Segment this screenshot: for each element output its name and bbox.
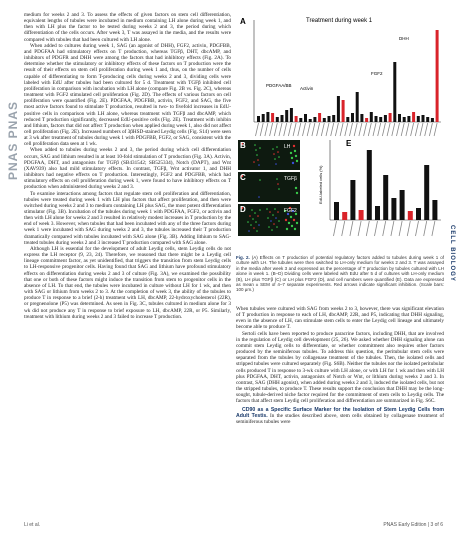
tick-label-stub bbox=[342, 221, 345, 236]
bar bbox=[383, 175, 388, 220]
tick-label-stub bbox=[256, 123, 259, 136]
bar bbox=[375, 116, 378, 122]
bar bbox=[417, 116, 420, 122]
tick-label-stub bbox=[415, 123, 418, 136]
stained-cell bbox=[268, 226, 270, 228]
bar bbox=[295, 116, 298, 122]
stained-cell bbox=[293, 219, 295, 221]
stained-cell bbox=[285, 219, 287, 221]
annotation-pdgf: PDGFAA/BB bbox=[266, 83, 292, 88]
stained-cell bbox=[258, 224, 260, 226]
bar bbox=[432, 200, 437, 220]
stained-cell bbox=[292, 162, 294, 164]
annotation-fgf2: FGF2 bbox=[371, 71, 383, 76]
stained-cell bbox=[256, 154, 258, 156]
bar bbox=[342, 212, 347, 220]
bar bbox=[416, 208, 421, 220]
figure-2-graphic bbox=[236, 12, 444, 242]
tick-label-stub bbox=[293, 123, 296, 136]
stained-cell bbox=[286, 228, 288, 230]
tick-label-stub bbox=[326, 123, 329, 136]
stained-cell bbox=[250, 224, 252, 226]
bar bbox=[422, 115, 425, 122]
tick-label-stub bbox=[317, 123, 320, 136]
section-heading: CD90 as a Specific Surface Marker for the Isolation of Stem Leydig Cells from Adult Testis. bbox=[236, 406, 444, 419]
panel-e-ylabel: EdU-labeled cells (%) bbox=[318, 165, 323, 204]
stained-cell bbox=[296, 160, 298, 162]
tick-label-stub bbox=[350, 221, 353, 236]
tick-label-stub bbox=[416, 221, 419, 236]
panel-label-a: A bbox=[240, 17, 246, 26]
stained-cell bbox=[291, 225, 293, 227]
stained-cell bbox=[295, 155, 297, 157]
stained-cell bbox=[271, 229, 273, 231]
tick-label-stub bbox=[378, 123, 381, 136]
stained-cell bbox=[288, 222, 290, 224]
bar bbox=[360, 114, 363, 122]
tick-label-stub bbox=[383, 221, 386, 236]
tick-label-stub bbox=[425, 123, 428, 136]
stained-cell bbox=[291, 157, 293, 159]
stained-cell bbox=[295, 187, 297, 189]
annotation-activin: Activin bbox=[300, 86, 314, 91]
paragraph: When added to cultures during week 1, SAG (an agonist of DHH), FGF2, activin, PDGFBB, and PDGFAA had stimulatory effects on T production, whereas TGFβ, DHT, dbcAMP, and inhibitors of PDGFR and DHH were among the factors that had inhibitory effects (Fig. 2A). To determine whether the stimulatory or inhibitory effects of these factors on T production were the result of their effects on stem cell proliferation during week 1 and, thus, on the number of cells capable of differentiating to form T-producing cells during weeks 2 and 3, dividing cells were labeled with EdU after tubules had been cultured for 5 d. Treatment with TGFβ inhibited cell proliferation in comparison with incubation with LH alone (compare Fig. 2B vs. Fig. 2C), whereas treatment with FGF2 stimulated cell proliferation (Fig. 2D). The effects of various factors on cell proliferation were quantified (Fig. 2E). PDGFAA, PDGFBB, activin, FGF2, and SAG, the five most active factors found to stimulate T production, resulted in two- to fivefold increases in EdU-positive cells in comparison with LH alone, whereas treatment with TGFβ and dbcAMP, which reduced T production significantly, decreased EdU-positive cells (Fig. 2E). Treatment with inhibin and lithium, factors that did not affect T production when applied during week 1, also did not affect cell proliferation (Fig. 2E). Increased numbers of 3βHSD-stained Leydig cells (Fig. S14) were seen at 3 wk after treatment of tubules during week 1 with PDGFBB, FGF2, or SAG, consistent with the cell proliferation data seen at 1 wk. bbox=[24, 42, 231, 148]
bar bbox=[332, 115, 335, 122]
caption-text: (A) Effects on T production of potential regulatory factors added to tubules during week 1 of culture with LH. The tubules were then switched to LH-only medium for weeks 2 and 3. T was assayed in the media after week 3 and expressed as the percentage of T production by tubules cultured with LH alone in week 1. (B–D) Dividing cells were labeled with EdU after 5 d of cultures with LH-only medium (B), LH plus TGFβ (C) or LH plus FGF2 (D), and cell numbers were quantified (E). Data are expressed as mean ± SEM of 4–7 separate experiments. Red arrows indicate significant inhibition. (Scale bars: 100 μm.) bbox=[236, 255, 444, 293]
tick-label-stub bbox=[359, 123, 362, 136]
stained-cell bbox=[255, 149, 257, 151]
bar bbox=[285, 110, 288, 122]
bar bbox=[299, 118, 302, 122]
right-column bbox=[236, 306, 444, 512]
stained-cell bbox=[294, 150, 296, 152]
stained-cell bbox=[259, 179, 261, 181]
bar bbox=[408, 211, 413, 220]
stained-cell bbox=[249, 215, 251, 217]
paragraph: When added to tubules during weeks 2 and 3, the period during which cell differentiation occurs, SAG and lithium resulted in at least 10-fold stimulation of T production (Fig. 3A). Activin, PDGFAA, DHT, and antagonists for TGFβ (SB431542; SB525334), Notch (DAPT), and Wnt (XAV939) also had mild stimulatory effects. In contrast, TGFβ, Wnt activator 1, and DHH inhibitors had negative effects on T production. Interestingly, FGF2 and PDGFBB, which had stimulatory effects on cell proliferation during week 1, were found to have inhibitory effects on T production when administered during weeks 2 and 3. bbox=[24, 147, 231, 191]
bar bbox=[400, 190, 405, 220]
stained-cell bbox=[252, 218, 254, 220]
bar bbox=[334, 202, 339, 220]
journal-side-logo: PNAS PNAS bbox=[6, 100, 20, 180]
bar bbox=[379, 117, 382, 122]
stained-cell bbox=[258, 196, 260, 198]
bar bbox=[350, 180, 355, 220]
bar bbox=[424, 165, 429, 220]
tick-label-stub bbox=[397, 123, 400, 136]
tick-label-stub bbox=[407, 221, 410, 236]
stained-cell bbox=[275, 163, 277, 165]
tick-label-stub bbox=[350, 123, 353, 136]
stained-cell bbox=[293, 145, 295, 147]
bar bbox=[398, 114, 401, 122]
bar bbox=[323, 118, 326, 122]
tick-label-stub bbox=[334, 221, 337, 236]
stained-cell bbox=[296, 192, 298, 194]
paragraph: medium for weeks 2 and 3. To assess the effects of given factors on stem cell differentiation, equivalent lengths of tubules were incubated in medium containing LH alone during week 1, and then with LH plus the factor to be tested during weeks 2 and 3, the period during which differentiation of the cells occurs. After week 3, T was assayed in the media, and the results were compared with tubules that had been cultured with LH alone. bbox=[24, 12, 231, 43]
stained-cell bbox=[270, 220, 272, 222]
tick-label-stub bbox=[340, 123, 343, 136]
tick-label-stub bbox=[434, 123, 437, 136]
bar bbox=[262, 114, 265, 122]
bar bbox=[304, 114, 307, 122]
panel-label-b: B bbox=[240, 141, 246, 150]
stained-cell bbox=[248, 230, 250, 232]
figure-caption bbox=[236, 255, 444, 303]
stained-cell bbox=[269, 211, 271, 213]
tick-label-stub bbox=[373, 123, 376, 136]
footer-page-info: PNAS Early Edition | 3 of 6 bbox=[383, 522, 443, 528]
bar bbox=[271, 113, 274, 122]
bar bbox=[281, 115, 284, 122]
bar bbox=[436, 30, 439, 122]
stained-cell bbox=[272, 148, 274, 150]
tick-label-stub bbox=[265, 123, 268, 136]
tick-label-stub bbox=[382, 123, 385, 136]
bar bbox=[384, 115, 387, 122]
bar bbox=[257, 116, 260, 122]
paragraph: To examine interactions among factors that regulate stem cell proliferation and differentiation, tubules were treated during week 1 with LH plus factors that affect proliferation, and then were switched during weeks 2 and 3 to medium containing LH plus SAG, the most potent differentiation stimulator (Fig. 3B). Incubation of the tubules during week 1 with PDGFAA, FGF2, or activin and then with LH alone for weeks 2 and 3 resulted in relatively modest increases in T production by the end of week 3. However, when tubules that had been incubated with any of the three factors during week 1 were incubated with SAG during weeks 2 and 3, the tubules increased their T production dramatically compared with tubules incubated with SAG alone (Fig. 3B). Adding lithium to SAG-treated tubules during weeks 2 and 3 increased T production compared with SAG alone. bbox=[24, 190, 231, 246]
tick-label-stub bbox=[354, 123, 357, 136]
tick-label-stub bbox=[399, 221, 402, 236]
tick-label-stub bbox=[368, 123, 371, 136]
stained-cell bbox=[274, 158, 276, 160]
tick-label-stub bbox=[391, 221, 394, 236]
panel-label-e: E bbox=[346, 139, 352, 148]
tick-label-stub bbox=[331, 123, 334, 136]
stained-cell bbox=[277, 183, 279, 185]
stained-cell bbox=[247, 221, 249, 223]
tick-label-stub bbox=[284, 123, 287, 136]
tick-label-stub bbox=[364, 123, 367, 136]
tick-label-stub bbox=[432, 221, 435, 236]
tick-label-stub bbox=[307, 123, 310, 136]
section-side-label: CELL BIOLOGY bbox=[449, 225, 455, 282]
stained-cell bbox=[276, 146, 278, 148]
bar bbox=[346, 117, 349, 122]
paragraph: Although LH is essential for the development of adult Leydig cells, stem Leydig cells do not express the LH receptor (9, 23, 24). Therefore, we reasoned that there might be a Leydig cell lineage commitment factor, as yet unidentified, that triggers the transition from stem Leydig cells to LH-responsive progenitor cells. Having found that SAG and lithium have profound stimulatory effects on differentiation during weeks 2 and 3 of culture (Fig. 3A), we examined the possibility that one or both of these factors might induce the transition from stem to progenitor cells in the absence of LH. To that end, the tubules were incubated in culture without LH for 1 wk, and then with SAG or lithium from weeks 2 to 3. At the completion of week 3, the ability of the tubules to produce T in response to a brief (2-h) treatment with LH, dbcAMP, 22-hydroxycholesterol (22R), or pregnenolone (P5) was determined. As seen in Fig. 3C, tubules cultured in medium alone for 3 wk did not produce any T in response to brief exposure to LH, dbcAMP, 22R, or P5. Similarly, treatment with lithium during weeks 2 and 3 failed to increase T production. bbox=[24, 245, 231, 320]
stained-cell bbox=[257, 215, 259, 217]
bar bbox=[431, 118, 434, 122]
stained-cell bbox=[290, 152, 292, 154]
stained-cell bbox=[290, 216, 292, 218]
stained-cell bbox=[272, 214, 274, 216]
stained-cell bbox=[267, 217, 269, 219]
panel-label-c: C bbox=[240, 173, 246, 182]
stained-cell bbox=[294, 228, 296, 230]
bar bbox=[407, 116, 410, 122]
stained-cell bbox=[253, 227, 255, 229]
bar bbox=[393, 62, 396, 122]
panel-e-bars bbox=[334, 150, 437, 220]
stained-cell bbox=[251, 209, 253, 211]
bar bbox=[337, 96, 340, 122]
bar bbox=[426, 117, 429, 122]
footer-author: Li et al. bbox=[24, 522, 41, 528]
bar bbox=[318, 113, 321, 122]
tick-label-stub bbox=[420, 123, 423, 136]
stained-cell bbox=[276, 178, 278, 180]
stained-cell bbox=[257, 159, 259, 161]
tick-label-stub bbox=[321, 123, 324, 136]
stained-cell bbox=[296, 222, 298, 224]
tick-label-stub bbox=[312, 123, 315, 136]
bar bbox=[342, 100, 345, 122]
panel-a-title: Treatment during week 1 bbox=[306, 18, 373, 24]
bar bbox=[351, 113, 354, 122]
tick-label-stub bbox=[429, 123, 432, 136]
bar bbox=[391, 198, 396, 220]
stained-cell bbox=[278, 188, 280, 190]
stained-cell bbox=[274, 208, 276, 210]
bar bbox=[359, 210, 364, 220]
paragraph: Sertoli cells have been reported to produce paracrine factors, including DHH, that are involved in the regulation of Leydig cell development (25, 26). We asked whether DHH signaling alone can commit stem Leydig cells to differentiate, or whether commitment also requires other factors produced by the seminiferous tubules. To address this question, the peritubular stem cells were separated from the tubules by collagenase treatment of the tubules. Then, the isolated cells and stripped tubules were cultured separately (Fig. S6B). Neither the tubules nor the isolated peritubular cells produced T in response to 3-wk culture with LH alone, or with LH for 1 wk and then with LH plus PDGFAA, DHT, activin, antagonists of Notch or Wnt, or lithium during weeks 2 and 3. In contrast, SAG (DHH agonist), when added during weeks 2 and 3, induced the isolated cells, but not the stripped tubules, to produce T. These results support the conclusion that DHH may be the long-sought, tubule-derived niche factor required for the commitment of stem cells to Leydig cells. The factors that affect stem Leydig cell proliferation and differentiation are summarized in Fig. S6C. bbox=[236, 330, 444, 405]
stained-cell bbox=[258, 164, 260, 166]
panel-e-tick-labels bbox=[334, 221, 435, 236]
bar bbox=[309, 119, 312, 122]
bar bbox=[375, 206, 380, 220]
tick-label-stub bbox=[424, 221, 427, 236]
tick-label-stub bbox=[387, 123, 390, 136]
tick-label-stub bbox=[358, 221, 361, 236]
bar bbox=[313, 117, 316, 122]
tick-label-stub bbox=[279, 123, 282, 136]
tick-label-stub bbox=[366, 221, 369, 236]
stained-cell bbox=[259, 147, 261, 149]
stained-cell bbox=[275, 217, 277, 219]
tick-label-stub bbox=[298, 123, 301, 136]
paragraph: When tubules were cultured with SAG from weeks 2 to 3, however, there was significant elevation of T production in response to each of LH, dbcAMP, 22R, and P5, indicating that DHH signaling, even in the absence of LH, can stimulate stem cells to enter the Leydig cell lineage and ultimately become able to produce T. bbox=[236, 306, 444, 331]
stained-cell bbox=[273, 223, 275, 225]
section-paragraph bbox=[236, 407, 444, 425]
tick-label-stub bbox=[260, 123, 263, 136]
bar bbox=[412, 112, 415, 122]
stained-cell bbox=[278, 156, 280, 158]
stained-cell bbox=[277, 211, 279, 213]
tick-label-stub bbox=[406, 123, 409, 136]
bar bbox=[370, 112, 373, 122]
left-column bbox=[24, 12, 231, 508]
stained-cell bbox=[254, 144, 256, 146]
bar bbox=[328, 116, 331, 122]
stained-cell bbox=[276, 226, 278, 228]
bar bbox=[276, 117, 279, 122]
micro-label-tgfb: TGFβ bbox=[284, 176, 297, 182]
annotation-dhh: DHH bbox=[399, 36, 409, 41]
bar bbox=[403, 117, 406, 122]
bar bbox=[367, 150, 372, 220]
tick-label-stub bbox=[345, 123, 348, 136]
tick-label-stub bbox=[401, 123, 404, 136]
bar bbox=[389, 113, 392, 122]
stained-cell bbox=[255, 221, 257, 223]
figure-2 bbox=[236, 12, 444, 242]
stained-cell bbox=[277, 151, 279, 153]
panel-a-bars bbox=[257, 30, 439, 122]
tick-label-stub bbox=[274, 123, 277, 136]
stained-cell bbox=[253, 161, 255, 163]
bar bbox=[266, 112, 269, 122]
stained-cell bbox=[259, 209, 261, 211]
stained-cell bbox=[273, 153, 275, 155]
stained-cell bbox=[254, 212, 256, 214]
bar bbox=[365, 118, 368, 122]
stained-cell bbox=[256, 230, 258, 232]
tick-label-stub bbox=[392, 123, 395, 136]
bar bbox=[290, 108, 293, 122]
tick-label-stub bbox=[288, 123, 291, 136]
tick-label-stub bbox=[375, 221, 378, 236]
tick-label-stub bbox=[303, 123, 306, 136]
panel-label-d: D bbox=[240, 205, 246, 214]
stained-cell bbox=[266, 208, 268, 210]
micrograph-b bbox=[238, 140, 300, 170]
caption-label: Fig. 2. bbox=[236, 255, 250, 260]
stained-cell bbox=[278, 220, 280, 222]
micro-label-fgf2: FGF2 bbox=[284, 208, 297, 214]
bar bbox=[356, 92, 359, 122]
tick-label-stub bbox=[411, 123, 414, 136]
section-heading-text: In the studies described above, stem cells obtained by collagenase treatment of seminiferous tubules were bbox=[236, 412, 444, 425]
panel-a-tick-labels bbox=[256, 123, 438, 136]
tick-label-stub bbox=[335, 123, 338, 136]
micro-label-lh: LH bbox=[284, 144, 291, 150]
tick-label-stub bbox=[270, 123, 273, 136]
